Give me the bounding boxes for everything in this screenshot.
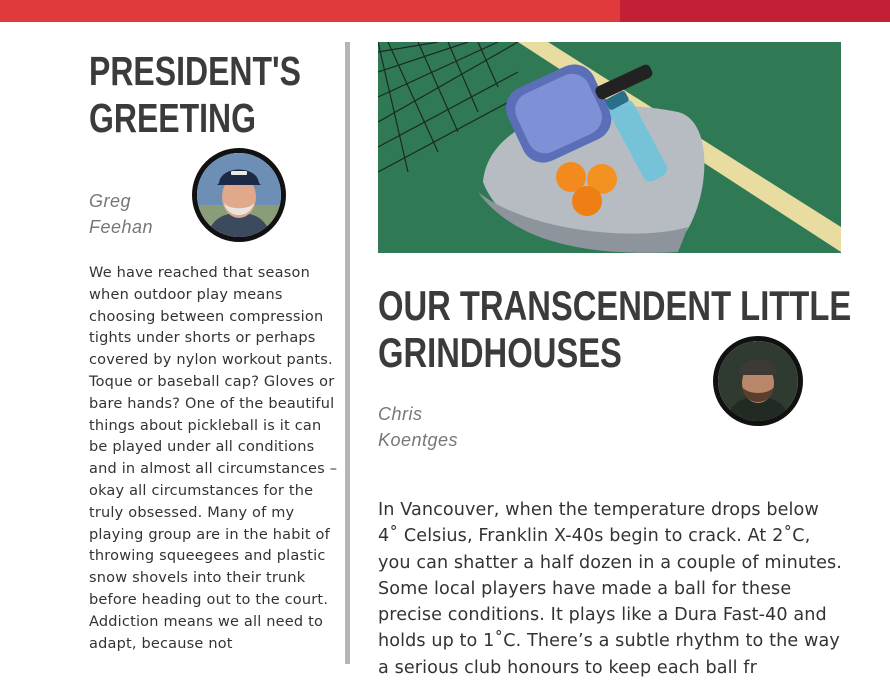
article-author [378, 401, 498, 453]
article-author-avatar [713, 336, 803, 426]
greeting-body-text: We have reached that season when outdoor play means choosing between compression tights under shorts or perhaps covered by nylon workout pants. Toque or baseball cap? Gloves or bare hands? One of the beautiful things about pickleball is it can be played under all conditions and in almost all circumstances – okay all circumstances for the truly obsessed. Many of my playing group are in the habit of throwing squeegees and plastic snow shovels into their trunk before heading out to the court. Addiction means we all need to adapt, because not [89, 265, 338, 652]
greeting-title [89, 48, 301, 142]
article-column [378, 42, 852, 678]
article-author-first: Chris [378, 404, 423, 424]
greeting-author-avatar [192, 148, 286, 242]
article-title-line1: OUR TRANSCENDENT LITTLE [378, 282, 852, 329]
top-color-bar [0, 0, 890, 22]
greeting-author-first: Greg [89, 191, 132, 211]
portrait-greg-image [197, 153, 281, 237]
top-bar-crimson [620, 0, 890, 22]
article-author-last: Koentges [378, 430, 459, 450]
portrait-chris-image [718, 341, 798, 421]
presidents-greeting-column [89, 22, 339, 664]
greeting-author [89, 188, 169, 240]
greeting-title-line2: GREETING [89, 95, 257, 142]
greeting-title-line1: PRESIDENT'S [89, 48, 301, 94]
top-bar-red [0, 0, 620, 22]
pickleball-photo-image [378, 42, 841, 253]
article-hero-photo [378, 42, 841, 253]
greeting-author-last: Feehan [89, 217, 154, 237]
article-title-line2: GRINDHOUSES [378, 329, 622, 377]
article-body-text: In Vancouver, when the temperature drops below 4˚ Celsius, Franklin X-40s begin to crack. At 2˚C, you can shatter a half dozen in a couple of minutes. Some local players have made a ball for these precise conditions. It plays like a Dura Fast-40 and holds up to 1˚C. There’s a subtle rhythm to the way a serious club honours to keep each ball fr [378, 500, 843, 678]
column-divider [345, 42, 350, 664]
